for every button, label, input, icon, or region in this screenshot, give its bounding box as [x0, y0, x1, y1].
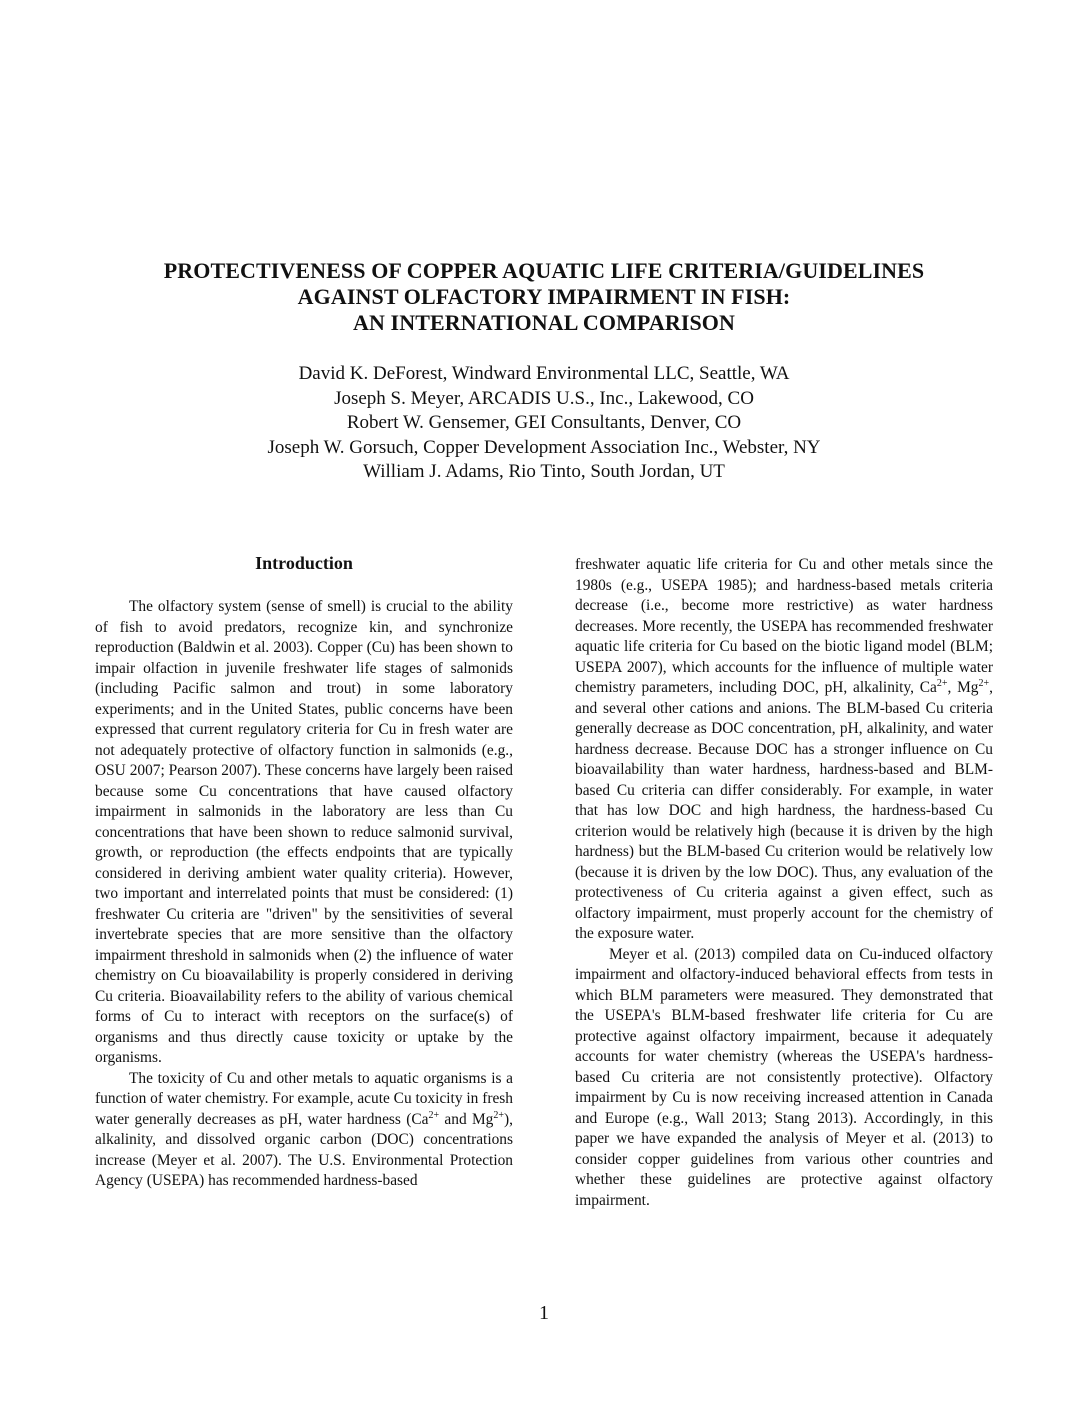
text-run: , Mg	[947, 679, 979, 696]
text-run: , and several other cations and anions. The BLM-based Cu criteria generally decrease as DOC concentration, pH, alkalinity, and water hardness decrease. Because DOC has a stronger influence on Cu bioavailability than water hardness, hardness-based and BLM-based Cu criteria can differ considerably. For example, in water that has low DOC and high hardness, the hardness-based Cu criterion would be relatively high (because it is driven by the high hardness) but the BLM-based Cu criterion would be relatively low (because it is driven by the low DOC). Thus, any evaluation of the protectiveness of Cu criteria against a given effect, such as olfactory impairment, must properly account for the chemistry of the exposure water.	[575, 679, 993, 942]
author-list	[60, 362, 1028, 485]
body-paragraph	[95, 1069, 513, 1192]
superscript: 2+	[978, 678, 990, 689]
section-heading: Introduction	[255, 553, 353, 573]
left-column	[95, 552, 513, 1192]
paper-title	[60, 258, 1028, 336]
text-run: The toxicity of Cu and other metals to aquatic organisms is a function of water chemistry. For example, acute Cu toxicity in fresh water generally decreases as pH, water hardness (Ca	[95, 1069, 513, 1128]
body-paragraph: Meyer et al. (2013) compiled data on Cu-induced olfactory impairment and olfactory-induced behavioral effects from tests in which BLM parameters were measured. They demonstrated that the USEPA's BLM-based freshwater life criteria for Cu are protective against olfactory impairment, because it adequately accounts for water chemistry (whereas the USEPA's hardness-based Cu criteria are not consistently protective). Olfactory impairment by Cu is now receiving increased attention in Canada and Europe (e.g., Wall 2013; Stang 2013). Accordingly, in this paper we have expanded the analysis of Meyer et al. (2013) to consider copper guidelines from various other countries and whether these guidelines are protective against olfactory impairment.	[575, 945, 993, 1209]
text-run: ), alkalinity, and dissolved organic carbon (DOC) concentrations increase (Meyer et al. 2007). The U.S. Environmental Protection Agency (USEPA) has recommended hardness-based	[95, 1110, 513, 1189]
page-number: 1	[539, 1302, 549, 1324]
superscript: 2+	[493, 1109, 505, 1121]
title-line-1: PROTECTIVENESS OF COPPER AQUATIC LIFE CRITERIA/GUIDELINES	[163, 258, 925, 283]
superscript: 2+	[936, 678, 948, 689]
title-line-2: AGAINST OLFACTORY IMPAIRMENT IN FISH:	[297, 284, 791, 309]
title-line-3: AN INTERNATIONAL COMPARISON	[352, 310, 736, 335]
author-line: Robert W. Gensemer, GEI Consultants, Denver, CO	[346, 412, 742, 433]
right-column	[575, 555, 993, 1211]
author-line: Joseph W. Gorsuch, Copper Development Association Inc., Webster, NY	[267, 436, 821, 458]
text-run: freshwater aquatic life criteria for Cu and other metals since the 1980s (e.g., USEPA 1985); and hardness-based metals criteria decrease (i.e., become more restrictive) as water hardness decreases. More recently, the USEPA has recommended freshwater aquatic life criteria for Cu based on the biotic ligand model (BLM; USEPA 2007), which accounts for the influence of multiple water chemistry parameters, including DOC, pH, alkalinity, Ca	[575, 556, 993, 696]
author-line: William J. Adams, Rio Tinto, South Jordan, UT	[363, 461, 725, 482]
body-paragraph	[575, 555, 993, 945]
author-line: David K. DeForest, Windward Environmental LLC, Seattle, WA	[298, 363, 790, 384]
author-line: Joseph S. Meyer, ARCADIS U.S., Inc., Lakewood, CO	[334, 387, 754, 409]
text-run: and Mg	[439, 1110, 494, 1128]
superscript: 2+	[428, 1109, 440, 1121]
body-paragraph: The olfactory system (sense of smell) is crucial to the ability of fish to avoid predators, recognize kin, and synchronize reproduction (Baldwin et al. 2003). Copper (Cu) has been shown to impair olfaction in juvenile freshwater life stages of salmonids (including Pacific salmon and trout) in some laboratory experiments; and in the United States, public concerns have been expressed that current regulatory criteria for Cu in fresh water are not adequately protective of olfactory function in salmonids (e.g., OSU 2007; Pearson 2007). These concerns have largely been raised because some Cu concentrations that have caused olfactory impairment in salmonids in the laboratory are less than Cu concentrations that have been shown to reduce salmonid survival, growth, or reproduction (the effects endpoints that are typically considered in deriving ambient water quality criteria). However, two important and interrelated points that must be considered: (1) freshwater Cu criteria are "driven" by the sensitivities of several invertebrate species that are more sensitive than the olfactory impairment threshold in salmonids when (2) the influence of water chemistry on Cu bioavailability is properly considered in deriving Cu criteria. Bioavailability refers to the ability of various chemical forms of Cu to interact with receptors on the surface(s) of organisms and thus directly cause toxicity or uptake by the organisms.	[95, 598, 513, 1066]
